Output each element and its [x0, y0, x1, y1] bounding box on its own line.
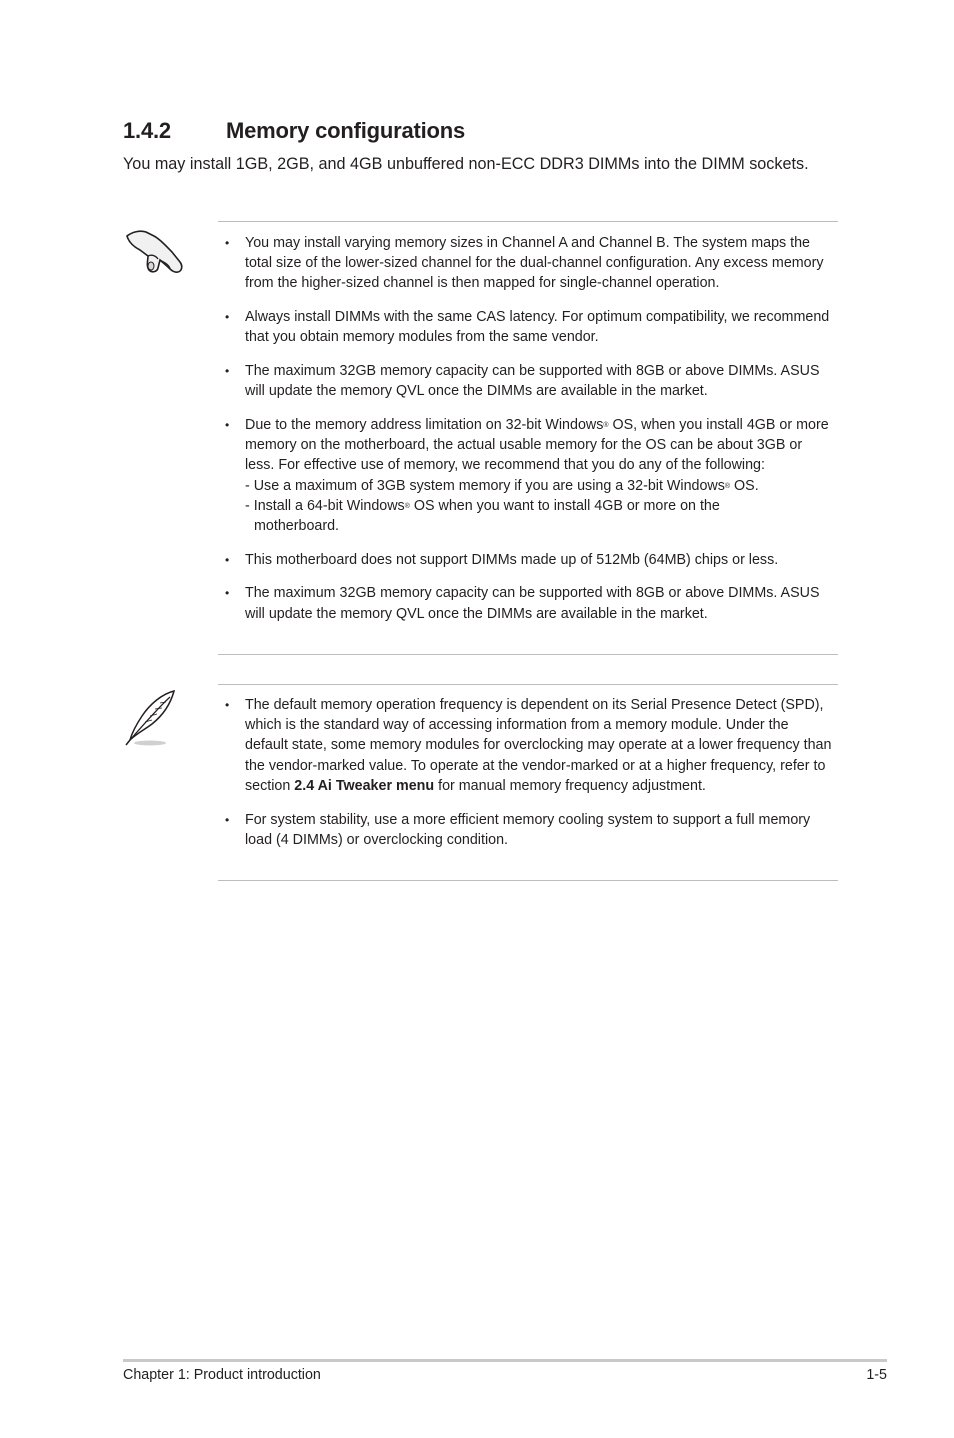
- caution-box: [218, 221, 838, 655]
- windows-sub-item-1: [245, 476, 834, 496]
- hand-icon: [124, 226, 186, 281]
- list-item: • For system stability, use a more efficient memory cooling system to support a full memory load (4 DIMMs) or overclocking condition.: [218, 810, 834, 850]
- note-list: [218, 695, 834, 863]
- caution-list: [218, 233, 834, 637]
- intro-paragraph: You may install 1GB, 2GB, and 4GB unbuffered non-ECC DDR3 DIMMs into the DIMM sockets.: [123, 155, 809, 173]
- windows-sub-text: - Use a maximum of 3GB system memory if you are using a 32-bit Windows: [245, 477, 725, 494]
- windows-text-1: Due to the memory address limitation on 32-bit Windows: [245, 416, 604, 433]
- footer-chapter: Chapter 1: Product introduction: [123, 1367, 321, 1383]
- windows-sub-text: OS when you want to install 4GB or more on the: [409, 497, 720, 514]
- windows-sub-text: OS.: [730, 477, 759, 494]
- section-heading: [123, 118, 465, 144]
- section-number: 1.4.2: [123, 118, 171, 143]
- note-text: The default memory operation frequency is dependent on its Serial Presence Detect (SPD), which is the standard way of accessing information from a memory module. Under the default state, some memory modules for overclocking may operate at a lower frequency than the vendor-marked value. To operate at the vendor-marked or at a higher frequency, refer to section: [245, 697, 832, 794]
- registered-mark: ®: [724, 482, 731, 490]
- list-item: • This motherboard does not support DIMMs made up of 512Mb (64MB) chips or less.: [218, 550, 834, 570]
- list-item: • You may install varying memory sizes in Channel A and Channel B. The system maps the total size of the lower-sized channel for the dual-channel configuration. Any excess memory from the higher-sized channel is then mapped for single-channel operation.: [218, 233, 834, 294]
- note-text: for manual memory frequency adjustment.: [434, 777, 706, 794]
- footer-page-number: 1-5: [866, 1367, 887, 1383]
- windows-sub-item-2: [245, 496, 834, 516]
- section-reference: 2.4 Ai Tweaker menu: [294, 777, 435, 794]
- registered-mark: ®: [404, 502, 410, 510]
- windows-sub-text: - Install a 64-bit Windows: [245, 497, 405, 514]
- registered-mark: ®: [603, 421, 609, 429]
- footer-divider: [123, 1359, 887, 1362]
- windows-sub-item-2-cont: motherboard.: [254, 517, 340, 534]
- note-box: [218, 684, 838, 881]
- list-item: • The maximum 32GB memory capacity can be supported with 8GB or above DIMMs. ASUS will update the memory QVL once the DIMMs are available in the market.: [218, 583, 834, 623]
- windows-text-2: OS, when you install 4GB or more memory on the motherboard, the actual usable memory for the OS can be about 3GB or less. For effective use of memory, we recommend that you do any of the following:: [245, 416, 829, 474]
- list-item: • Always install DIMMs with the same CAS latency. For optimum compatibility, we recommend that you obtain memory modules from the same vendor.: [218, 307, 834, 347]
- list-item-windows: [218, 415, 834, 536]
- section-title: Memory configurations: [226, 118, 466, 143]
- list-item: • The maximum 32GB memory capacity can be supported with 8GB or above DIMMs. ASUS will update the memory QVL once the DIMMs are available in the market.: [218, 361, 834, 401]
- list-item: [218, 695, 834, 796]
- feather-icon: [122, 688, 180, 753]
